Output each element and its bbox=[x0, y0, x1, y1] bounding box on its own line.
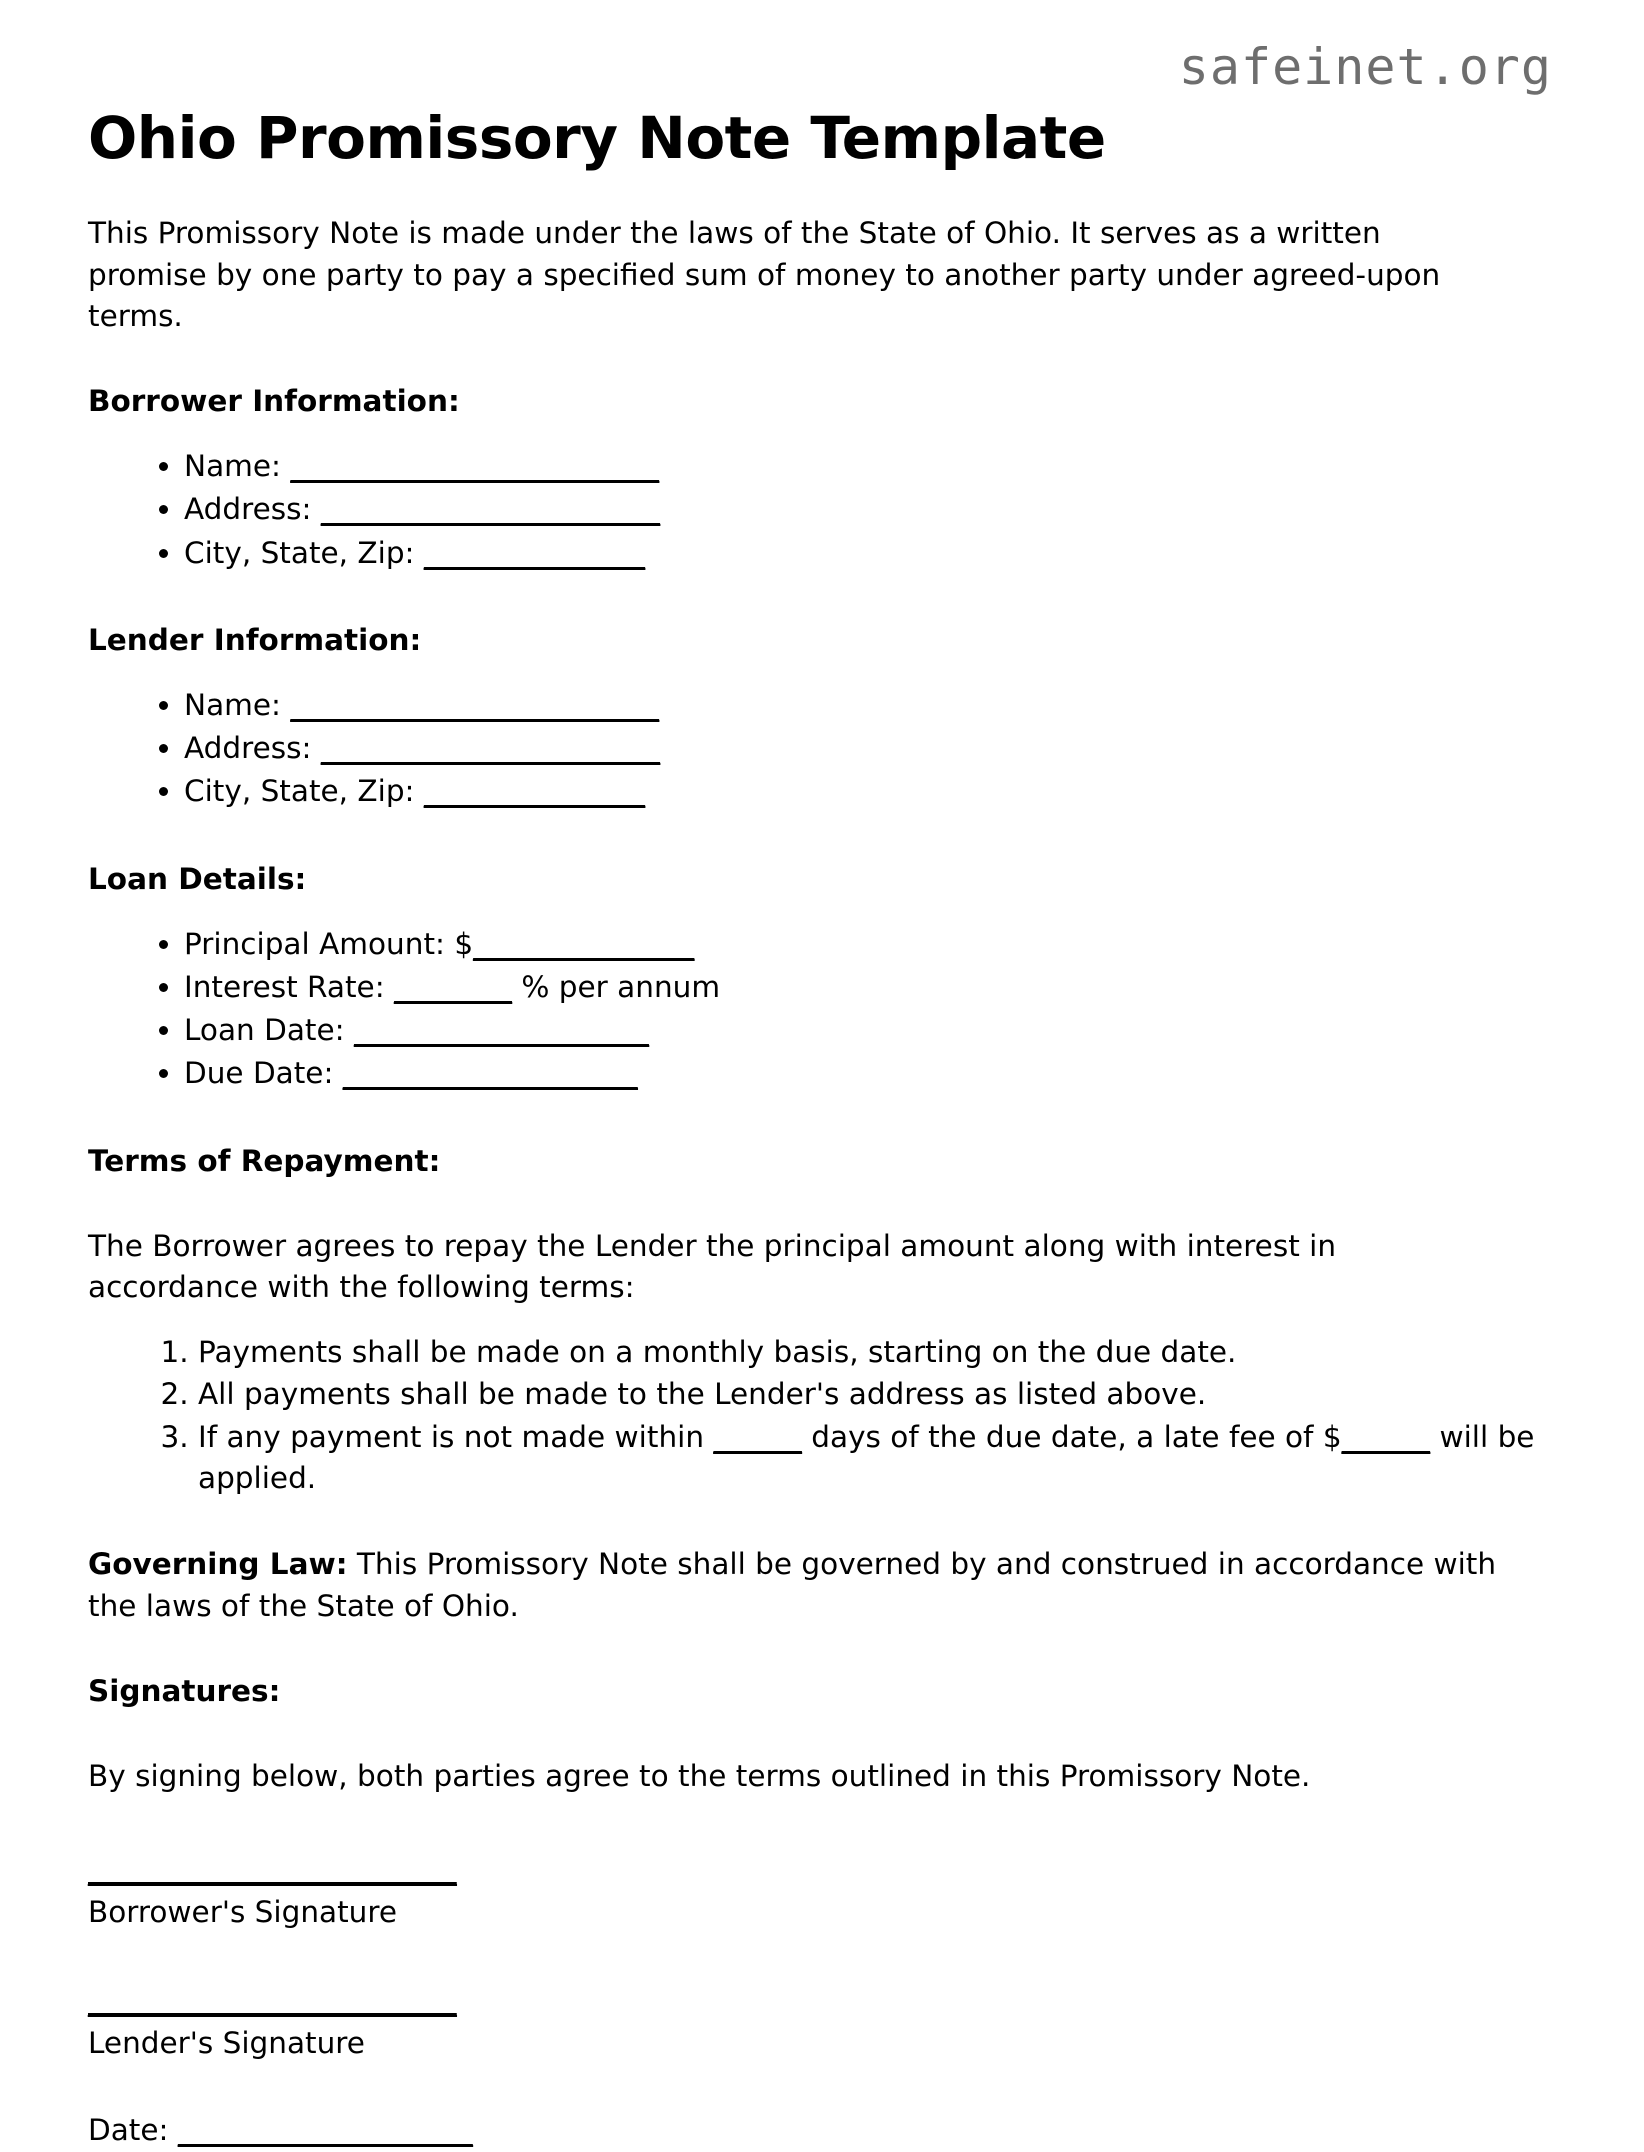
borrower-city-state-zip-blank[interactable]: _______________ bbox=[423, 535, 646, 570]
list-item bbox=[184, 728, 1556, 771]
borrower-name-blank[interactable]: _________________________ bbox=[290, 449, 660, 484]
term-1-text: Payments shall be made on a monthly basis, starting on the due date. bbox=[198, 1335, 1237, 1370]
signatures-intro-paragraph: By signing below, both parties agree to the terms outlined in this Promissory Note. bbox=[88, 1758, 1311, 1793]
lender-address-blank[interactable]: _______________________ bbox=[320, 731, 661, 766]
borrower-address-label: Address: bbox=[184, 492, 321, 527]
term-3-text-mid: days of the due date, a late fee of $ bbox=[801, 1419, 1342, 1454]
interest-rate-suffix: % per annum bbox=[512, 969, 721, 1004]
list-item bbox=[184, 685, 1556, 728]
loan-date-label: Loan Date: bbox=[184, 1013, 354, 1048]
list-item bbox=[184, 924, 1556, 967]
loan-date-blank[interactable]: ____________________ bbox=[353, 1013, 649, 1048]
terms-of-repayment-heading: Terms of Repayment: bbox=[88, 1143, 441, 1178]
term-3-text-post: will be applied. bbox=[198, 1419, 1535, 1496]
lender-information-heading: Lender Information: bbox=[88, 623, 422, 658]
borrower-name-label: Name: bbox=[184, 449, 291, 484]
borrower-information-heading: Borrower Information: bbox=[88, 384, 460, 419]
late-fee-blank[interactable]: ______ bbox=[1341, 1419, 1431, 1454]
signature-date-label: Date: bbox=[88, 2113, 178, 2148]
site-watermark: safeinet.org bbox=[1178, 38, 1552, 96]
list-item bbox=[198, 1417, 1556, 1501]
lender-signature-line[interactable]: _________________________ bbox=[88, 1982, 457, 2017]
interest-rate-blank[interactable]: ________ bbox=[394, 969, 513, 1004]
lender-signature-label: Lender's Signature bbox=[88, 2025, 365, 2060]
page-title: Ohio Promissory Note Template bbox=[88, 104, 1106, 172]
list-item bbox=[198, 1332, 1556, 1374]
borrower-signature-label: Borrower's Signature bbox=[88, 1895, 398, 1930]
loan-details-field-list bbox=[88, 900, 1556, 1097]
principal-amount-label: Principal Amount: $ bbox=[184, 926, 474, 961]
list-item bbox=[184, 771, 1556, 814]
signature-date-blank[interactable]: ____________________ bbox=[177, 2113, 473, 2148]
borrower-city-state-zip-label: City, State, Zip: bbox=[184, 535, 424, 570]
governing-law-label: Governing Law: bbox=[88, 1547, 348, 1582]
list-item bbox=[184, 489, 1556, 532]
signature-block bbox=[88, 1797, 1556, 2151]
lender-name-label: Name: bbox=[184, 687, 291, 722]
list-item bbox=[184, 1053, 1556, 1096]
lender-address-label: Address: bbox=[184, 731, 321, 766]
borrower-field-list bbox=[88, 422, 1556, 576]
interest-rate-label: Interest Rate: bbox=[184, 969, 395, 1004]
due-date-label: Due Date: bbox=[184, 1056, 343, 1091]
list-item bbox=[184, 967, 1556, 1010]
list-item bbox=[184, 446, 1556, 489]
governing-law-paragraph bbox=[88, 1500, 1498, 1627]
late-days-blank[interactable]: ______ bbox=[713, 1419, 802, 1454]
terms-ordered-list bbox=[88, 1308, 1556, 1500]
list-item bbox=[184, 1010, 1556, 1053]
intro-paragraph: This Promissory Note is made under the laws of the State of Ohio. It serves as a written promise by one party to pay a specified sum of money to another party under agreed-upon terms. bbox=[88, 216, 1441, 334]
lender-name-blank[interactable]: _________________________ bbox=[290, 687, 660, 722]
borrower-signature-group bbox=[88, 1849, 1556, 1934]
governing-law-text: This Promissory Note shall be governed by and construed in accordance with the laws of the State of Ohio. bbox=[88, 1547, 1497, 1623]
due-date-blank[interactable]: ____________________ bbox=[342, 1056, 638, 1091]
principal-amount-blank[interactable]: _______________ bbox=[473, 926, 695, 961]
list-item bbox=[184, 533, 1556, 576]
list-item bbox=[198, 1374, 1556, 1416]
lender-city-state-zip-blank[interactable]: _______________ bbox=[423, 774, 646, 809]
term-3-text-pre: If any payment is not made within bbox=[198, 1419, 714, 1454]
terms-intro-paragraph: The Borrower agrees to repay the Lender the principal amount along with interest in accordance with the following terms: bbox=[88, 1228, 1337, 1304]
borrower-signature-line[interactable]: _________________________ bbox=[88, 1852, 457, 1887]
borrower-address-blank[interactable]: _______________________ bbox=[320, 492, 661, 527]
term-2-text: All payments shall be made to the Lender's address as listed above. bbox=[198, 1377, 1207, 1412]
lender-field-list bbox=[88, 661, 1556, 815]
lender-signature-group bbox=[88, 1980, 1556, 2065]
lender-city-state-zip-label: City, State, Zip: bbox=[184, 774, 424, 809]
signatures-heading: Signatures: bbox=[88, 1673, 281, 1708]
loan-details-heading: Loan Details: bbox=[88, 861, 307, 896]
signature-date-row bbox=[88, 2110, 1556, 2151]
